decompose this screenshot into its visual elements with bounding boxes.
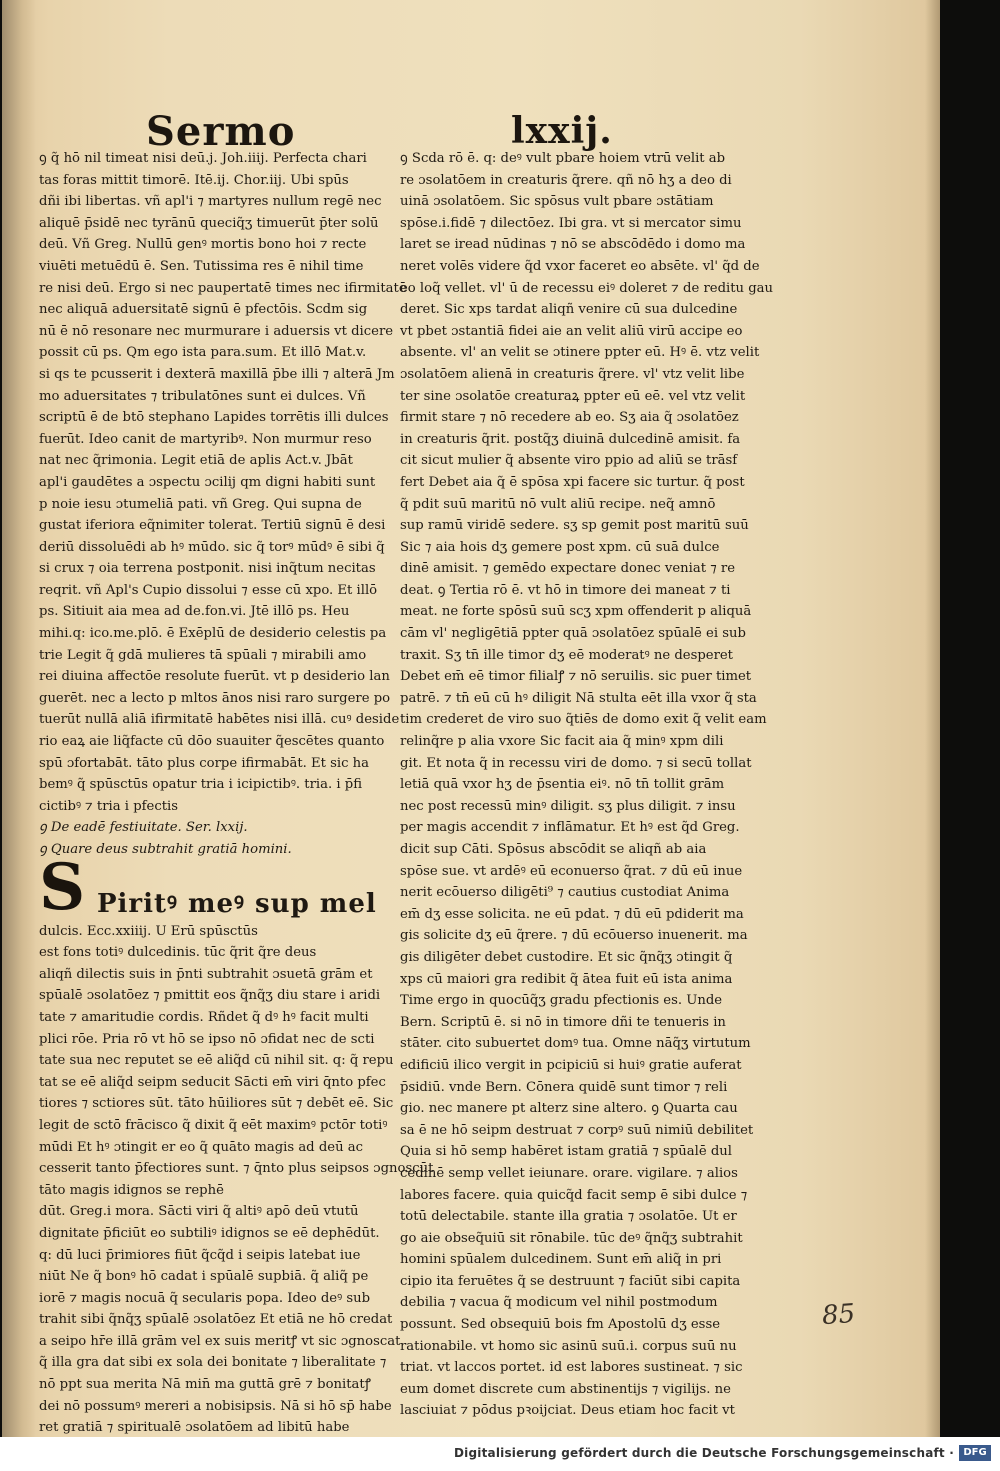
text-line: in creaturis q̃rit. postq̃ʒ diuinā dulcedinē amisit. fa	[400, 431, 741, 447]
text-line: nū ē nō resonare nec murmurare i aduersis vt dicere	[39, 323, 394, 339]
text-line: bemꝰ q̃ spūsctūs opatur tria i icipictibꝰ. tria. i p̄fi	[39, 777, 363, 793]
text-line: laret se iread nūdinas ⁊ nō se abscōdēdo i domo ma	[400, 237, 746, 253]
text-line: cām vl' negligētiā ppter quā ɔsolatōez spūalē ei sub	[400, 626, 746, 642]
text-line: deat. ꝯ Tertia rō ē. vt hō in timore dei maneat ⁊ ti	[400, 582, 731, 598]
text-line: gis diligēter debet custodire. Et sic q̃nq̃ʒ ɔtingit q̃	[400, 949, 733, 965]
text-line: stāter. cito subuertet domꝰ tua. Omne nāq̃ʒ virtutum	[400, 1036, 751, 1052]
text-line: debilia ⁊ vacua q̃ modicum vel nihil postmodum	[400, 1295, 718, 1311]
text-line: mihi.q: ico.me.plō. ē Exēplū de desiderio celestis pa	[39, 626, 387, 642]
text-line: eum domet discrete cum abstinentijs ⁊ vigilijs. ne	[400, 1381, 731, 1397]
text-line: q: dū luci p̄rimiores fiūt q̃cq̃d i seipis latebat iue	[39, 1247, 361, 1263]
text-line: niūt Ne q̃ bonꝰ hō cadat i spūalē supbiā. q̃ aliq̃ pe	[39, 1269, 369, 1285]
text-line: cedinē semp vellet ieiunare. orare. vigilare. ⁊ alios	[400, 1165, 738, 1181]
text-line: rationabile. vt homo sic asinū suū.i. corpus suū nu	[400, 1338, 737, 1354]
text-line: dūt. Greg.i mora. Sācti viri q̃ altiꝰ apō deū vtutū	[39, 1204, 359, 1220]
text-line: p noie iesu ɔtumeliā pati. vñ Greg. Qui supna de	[39, 496, 362, 512]
text-line: possunt. Sed obsequiū bois fm Apostolū dʒ esse	[400, 1317, 721, 1333]
text-line: ꝯ q̃ hō nil timeat nisi deū.j. Joh.iiij. Perfecta chari	[39, 151, 367, 166]
text-line: si crux ⁊ oia terrena postponit. nisi inq̃tum necitas	[39, 561, 376, 577]
rubric-sermon-heading: ꝯ De eadē festiuitate. Ser. lxxij.	[39, 820, 248, 836]
left-column-upper-text	[39, 148, 407, 817]
text-line: em̄ dʒ esse solicita. ne eū pdat. ⁊ dū eū pdiderit ma	[400, 906, 744, 922]
text-line: tate ⁊ amaritudie cordis. Rñdet q̃ dꝰ hꝰ facit multi	[39, 1009, 369, 1025]
text-line: Sic ⁊ aia hois dʒ gemere post xpm. cū suā dulce	[400, 539, 720, 555]
text-line: iorē ⁊ magis nocuā q̃ secularis popa. Ideo deꝰ sub	[39, 1290, 371, 1306]
text-line: fert Debet aia q̃ ē spōsa xpi facere sic turtur. q̃ post	[400, 474, 745, 490]
text-line: gustat iferiora eq̃nimiter tolerat. Tertiū signū ē desi	[39, 518, 386, 534]
right-text-column	[400, 148, 774, 1422]
text-line: tate sua nec reputet se eē aliq̃d cū nihil sit. q: q̃ repu	[39, 1053, 394, 1069]
running-header-right: lxxij.	[511, 110, 613, 152]
text-line: lasciuiat ⁊ pōdus pꝛoijciat. Deus etiam hoc facit vt	[400, 1403, 735, 1419]
text-line: re nisi deū. Ergo si nec paupertatē times nec ifirmitatē	[39, 280, 407, 296]
text-line: deret. Sic xps tardat aliqñ venire cū sua dulcedine	[400, 302, 738, 318]
text-line: apl'i gaudētes a ɔspectu ɔcilij qm digni habiti sunt	[39, 474, 376, 490]
text-line: homini spūalem dulcedinem. Sunt em̄ aliq̃ in pri	[400, 1252, 722, 1268]
text-line: meat. ne forte spōsū suū scʒ xpm offenderit p aliquā	[400, 604, 752, 620]
text-line: deriū dissoluēdi ab hꝰ mūdo. sic q̃ torꝰ mūdꝰ ē sibi q̃	[39, 539, 385, 555]
text-line: scriptū ē de btō stephano Lapides torrētis illi dulces	[39, 410, 389, 426]
text-line: Debet em̄ eē timor filialꝭ ⁊ nō seruilis. sic puer timet	[400, 669, 752, 685]
text-line: si qs te pcusserit i dexterā maxillā p̄be illi ⁊ alterā Jm	[39, 366, 395, 382]
text-line: p̄sidiū. vnde Bern. Cōnera quidē sunt timor ⁊ reli	[400, 1079, 728, 1095]
incipit-text: Piritꝰ meꝰ sup mel	[97, 888, 377, 919]
text-line: labores facere. quia quicq̃d facit semp ē sibi dulce ⁊	[400, 1187, 748, 1203]
text-line: Quia si hō semp habēret istam gratiā ⁊ spūalē dul	[400, 1144, 732, 1160]
text-line: absente. vl' an velit se ɔtinere ppter eū. Hꝰ ē. vtz velit	[400, 345, 760, 361]
text-line: cit sicut mulier q̃ absente viro ppio ad aliū se trāsf	[400, 453, 738, 469]
text-line: patrē. ⁊ tn̄ eū cū hꝰ diligit Nā stulta eēt illa vxor q̃ sta	[400, 690, 757, 706]
dfg-logo[interactable]: DFG	[959, 1445, 991, 1461]
text-line: nec aliquā aduersitatē signū ē pfectōis. Scdm sig	[39, 302, 368, 318]
left-column-lower-text	[39, 921, 434, 1461]
text-line: git. Et nota q̃ in recessu viri de domo. ⁊ si secū tollat	[400, 755, 752, 771]
running-header-left: Sermo	[146, 108, 296, 155]
text-line: trahit sibi q̃nq̃ʒ spūalē ɔsolatōez Et etiā ne hō credat	[39, 1312, 393, 1328]
text-line: dignitate p̄ficiūt eo subtiliꝰ idignos se eē dephēdūt.	[39, 1225, 380, 1241]
text-line: rei diuina affectōe resolute fuerūt. vt p desiderio lan	[39, 669, 390, 685]
text-line: legit de sctō frācisco q̃ dixit q̃ eēt maximꝰ pctōr totiꝰ	[39, 1117, 388, 1133]
text-line: dicit sup Cāti. Spōsus abscōdit se aliqñ ab aia	[400, 842, 707, 857]
text-line: mūdi Et hꝰ ɔtingit er eo q̃ quāto magis ad deū ac	[39, 1139, 363, 1155]
text-line: nec post recessū minꝰ diligit. sʒ plus diligit. ⁊ insu	[400, 798, 736, 814]
text-line: mo aduersitates ⁊ tribulatōnes sunt ei dulces. Vñ	[39, 388, 366, 404]
text-line: deū. Vñ Greg. Nullū genꝰ mortis bono hoi ⁊ recte	[39, 237, 367, 253]
text-line: sup ramū viridē sedere. sʒ sp gemit post maritū suū	[400, 518, 749, 534]
text-line: a seipo hr̄e illā grām vel ex suis meritꝭ vt sic ɔgnoscat	[39, 1333, 401, 1349]
text-line: rio eaꝝ aie liq̃facte cū dōo suauiter q̃escētes quanto	[39, 734, 385, 750]
text-line: traxit. Sʒ tn̄ ille timor dʒ eē moderatꝰ ne desperet	[400, 647, 733, 663]
text-line: tas foras mittit timorē. Itē.ij. Chor.iij. Ubi spūs	[39, 172, 349, 188]
text-line: gis solicite dʒ eū q̃rere. ⁊ dū ecōuerso inuenerit. ma	[400, 928, 748, 944]
text-line: spōse sue. vt ardēꝰ eū econuerso q̃rat. ⁊ dū eū inue	[400, 863, 743, 879]
text-line: tiores ⁊ sctiores sūt. tāto hūiliores sūt ⁊ debēt eē. Sic	[39, 1096, 394, 1112]
text-line: relinq̃re p alia vxore Sic facit aia q̃ minꝰ xpm dili	[400, 734, 724, 750]
text-line: sa ē ne hō seipm destruat ⁊ corpꝰ suū nimiū debilitet	[400, 1122, 754, 1138]
text-line: tim crederet de viro suo q̃tiēs de domo exit q̃ velit eam	[400, 712, 767, 728]
text-line: re ɔsolatōem in creaturis q̃rere. qñ nō hʒ a deo di	[400, 172, 732, 188]
text-line: ps. Sitiuit aia mea ad de.fon.vi. Jtē illō ps. Heu	[39, 604, 350, 620]
text-line: ter sine ɔsolatōe creaturaꝝ ppter eū eē. vel vtz velit	[400, 388, 746, 404]
text-line: Bern. Scriptū ē. si nō in timore dñi te tenueris in	[400, 1014, 726, 1030]
text-line: tuerūt nullā aliā ifirmitatē habētes nisi illā. cuꝰ deside	[39, 712, 400, 728]
text-line: xps cū maiori gra redibit q̃ ātea fuit eū ista anima	[400, 971, 733, 987]
rubric-question: ꝯ Quare deus subtrahit gratiā homini.	[39, 842, 292, 857]
digitization-footer	[0, 1437, 1000, 1471]
text-line: fuerūt. Ideo canit de martyribꝰ. Non murmur reso	[39, 431, 372, 447]
binding-shadow	[2, 0, 36, 1437]
text-line: go aie obseq̃uiū sit rōnabile. tūc deꝰ q̃nq̃ʒ subtrahit	[400, 1230, 743, 1246]
text-line: firmit stare ⁊ nō recedere ab eo. Sʒ aia q̃ ɔsolatōez	[400, 410, 739, 426]
text-line: spūalē ɔsolatōez ⁊ pmittit eos q̃nq̃ʒ diu stare i aridi	[39, 988, 381, 1004]
handwritten-folio-number: 85	[820, 1298, 857, 1332]
text-line: reqrit. vñ Apl's Cupio dissolui ⁊ esse cū xpo. Et illō	[39, 582, 378, 598]
decorated-initial: S	[39, 849, 86, 925]
text-line: nat nec q̃rimonia. Legit etiā de aplis Act.v. Jbāt	[39, 453, 353, 469]
text-line: nō ppt sua merita Nā min̄ ma guttā grē ⁊ bonitatꝭ	[39, 1377, 371, 1393]
text-line: ɔsolatōem alienā in creaturis q̃rere. vl' vtz velit libe	[400, 366, 745, 382]
text-line: trie Legit q̃ gdā mulieres tā spūali ⁊ mirabili amo	[39, 647, 367, 663]
text-line: cictibꝰ ⁊ tria i pfectis	[39, 798, 178, 814]
text-line: ret gratiā ⁊ spiritualē ɔsolatōem ad libitū habe	[39, 1420, 350, 1436]
text-line: triat. vt laccos portet. id est labores sustineat. ⁊ sic	[400, 1360, 743, 1376]
text-line: tat se eē aliq̃d seipm seducit Sācti em̄ viri q̄nto pfec	[39, 1074, 386, 1090]
text-line: nerit ecōuerso diligēti⁹ ⁊ cautius custodiat Anima	[400, 885, 730, 901]
text-line: edificiū ilico vergit in pcipiciū si huiꝰ gratie auferat	[400, 1057, 742, 1073]
text-line: spōse.i.fidē ⁊ dilectōez. Ibi gra. vt si mercator simu	[400, 215, 742, 231]
text-line: dñi ibi libertas. vñ apl'i ⁊ martyres nullum regē nec	[39, 194, 382, 210]
right-column-text	[400, 148, 774, 1422]
text-line: tāto magis idignos se rephē	[39, 1182, 224, 1198]
text-line: possit cū ps. Qm ego ista para.sum. Et illō Mat.v.	[39, 345, 367, 361]
funding-credit: Digitalisierung gefördert durch die Deutsche Forschungsgemeinschaft ·	[454, 1446, 954, 1460]
text-line: q̃ illa gra dat sibi ex sola dei bonitate ⁊ liberalitate ⁊	[39, 1355, 387, 1371]
text-line: ꝯ Scda rō ē. q: deꝰ vult pbare hoiem vtrū velit ab	[400, 151, 726, 166]
text-line: gio. nec manere pt alterz sine altero. ꝯ Quarta cau	[400, 1101, 738, 1117]
page-edge-shadow	[925, 0, 940, 1437]
text-line: aliquē p̄sidē nec tyrānū queciq̃ʒ timuerūt p̄ter solū	[39, 215, 379, 231]
text-line: viuēti metuēdū ē. Sen. Tutissima res ē nihil time	[39, 258, 364, 274]
text-line: uinā ɔsolatōem. Sic spōsus vult pbare ɔstātiam	[400, 194, 714, 210]
text-line: letiā quā vxor hʒ de p̄sentia eiꝰ. nō tn̄ tollit grām	[400, 777, 725, 793]
text-line: aliqñ dilectis suis in p̄nti subtrahit ɔsuetā grām et	[39, 966, 373, 982]
text-line: dinē amisit. ⁊ gemēdo expectare donec veniat ⁊ re	[400, 561, 736, 577]
text-line: cesserit tanto p̄fectiores sunt. ⁊ q̄nto plus seipsos ɔgnoscūt	[39, 1161, 434, 1177]
text-line: cipio ita feruētes q̃ se destruunt ⁊ faciūt sibi capita	[400, 1273, 741, 1289]
text-line: dulcis. Ecc.xxiiij. U Erū spūsctūs	[39, 923, 258, 939]
text-line: per magis accendit ⁊ inflāmatur. Et hꝰ est q̃d Greg.	[400, 820, 740, 836]
left-text-column	[39, 148, 434, 1460]
text-line: dei nō possumꝰ mereri a nobisipsis. Nā si hō sp̄ habe	[39, 1398, 392, 1414]
text-line: neret volēs videre q̃d vxor faceret eo absēte. vl' q̃d de	[400, 258, 760, 274]
text-line: plici rōe. Pria rō vt hō se ipso nō ɔfidat nec de scti	[39, 1031, 375, 1047]
text-line: est fons totiꝰ dulcedinis. tūc q̃rit q̃re deus	[39, 945, 317, 961]
text-line: totū delectabile. stante illa gratia ⁊ ɔsolatōe. Ut er	[400, 1209, 737, 1225]
text-line: guerēt. nec a lecto p mltos ānos nisi raro surgere po	[39, 690, 391, 706]
text-line: Time ergo in quocūq̃ʒ gradu pfectionis es. Unde	[400, 993, 723, 1009]
text-line: vt pbet ɔstantiā fidei aie an velit aliū virū accipe eo	[400, 323, 743, 339]
text-line: spū ɔfortabāt. tāto plus corpe ifirmabāt. Et sic ha	[39, 755, 370, 771]
text-line: q̃ pdit suū maritū nō vult aliū recipe. neq̃ amnō	[400, 496, 716, 512]
text-line: eo loq̃ vellet. vl' ū de recessu eiꝰ doleret ⁊ de reditu gau	[400, 280, 774, 296]
